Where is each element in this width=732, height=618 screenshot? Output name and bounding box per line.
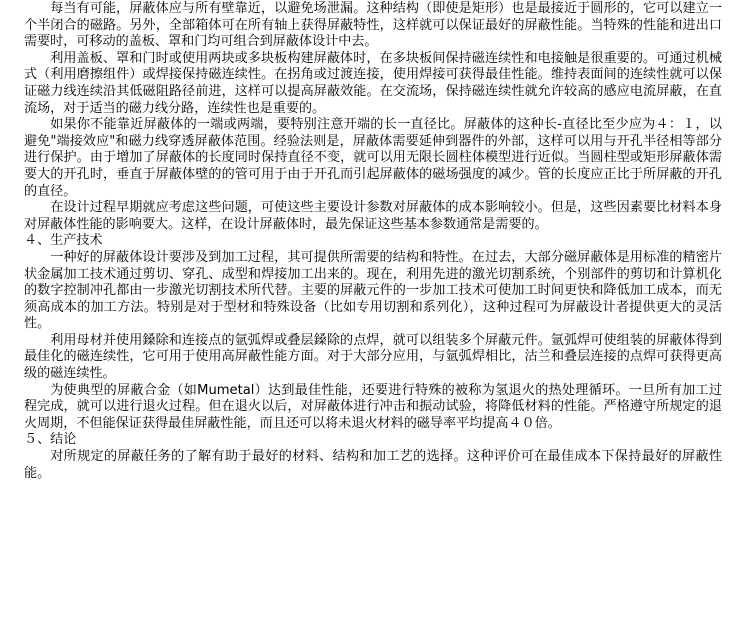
paragraph-magnetic-continuity: 利用盖板、罩和门时或使用两块或多块板构建屏蔽体时，在多块板间保持磁连续性和电接触是很重要的。可通过机械式（利用磨擦组件）或焊接保持磁连续性。在拐角或过渡连接，使用焊接可获得最佳性能。维持表面间的连续性就可以保证磁力线连续沿其低磁阻路径前进，这样可以提高屏蔽效能。在交流场，保持磁连续性就允许较高的感应电流屏蔽，在直流场，对于适当的磁力线分路，连续性也是重要的。 xyxy=(24,50,722,116)
paragraph-enclosure-design: 每当有可能，屏蔽体应与所有壁靠近，以避免场泄漏。这种结构（即使是矩形）也是最接近于圆形的，它可以建立一个半闭合的磁路。另外，全部箱体可在所有轴上获得屏蔽特性，这样就可以保证最好的屏蔽性能。当特殊的性能和进出口需要时，可移动的盖板、罩和门均可组合到屏蔽体设计中去。 xyxy=(24,1,722,50)
paragraph-length-diameter-ratio: 如果你不能靠近屏蔽体的一端或两端，要特别注意开端的长一直径比。屏蔽体的这种长-直径比至少应为４：１，以避免"端接效应"和磁力线穿透屏蔽体范围。经验法则是，屏蔽体需要延伸到器件的外部，这样可以用与开孔半径相等部分进行保护。由于增加了屏蔽体的长度同时保持直径不变，就可以用无限长圆柱体模型进行近似。当圆柱型或矩形屏蔽体需要大的开孔时，垂直于屏蔽体壁的的管可用于由于开孔而引起屏蔽体的磁场强度的减少。管的长度应正比于所屏蔽的开孔的直径。 xyxy=(24,117,722,199)
section-heading-production: ４、生产技术 xyxy=(24,233,103,249)
paragraph-fabrication: 一种好的屏蔽体设计要涉及到加工过程，其可提供所需要的结构和特性。在过去，大部分磁屏蔽体是用标准的精密片状金属加工技术通过剪切、穿孔、成型和焊接加工出来的。现在，利用先进的激光切割系统，个别部件的剪切和计算机化的数字控制冲孔都由一步激光切割技术所代替。主要的屏蔽元件的一步加工技术可使加工时间更快和降低加工成本，而无须高成本的加工方法。特别是对于型材和特殊设备（比如专用切割和系列化），这种过程可为屏蔽设计者提供更大的灵活性。 xyxy=(24,249,722,332)
paragraph-early-design: 在设计过程早期就应考虑这些问题，可使这些主要设计参数对屏蔽体的成本影响较小。但是，这些因素要比材料本身对屏蔽体性能的影响要大。这样，在设计屏蔽体时，最先保证这些基本参数通常是需要的。 xyxy=(24,200,722,232)
paragraph-conclusion: 对所规定的屏蔽任务的了解有助于最好的材料、结构和加工艺的选择。这种评价可在最佳成本下保持最好的屏蔽性能。 xyxy=(24,449,722,481)
section-heading-conclusion: ５、结论 xyxy=(24,432,77,448)
paragraph-welding: 利用母材并使用鎟除和连接点的氩弧焊或叠层鎟除的点焊，就可以组装多个屏蔽元件。氩弧焊可使组装的屏蔽体得到最佳化的磁连续性，它可用于使用高屏蔽性能方面。对于大部分应用，与氩弧焊相比，沽兰和叠层连接的点焊可获得更高级的磁连续性。 xyxy=(24,332,722,382)
paragraph-annealing: 为使典型的屏蔽合金（如Mumetal）达到最佳性能，还要进行特殊的被称为氢退火的热处理循环。一旦所有加工过程完成，就可以进行退火过程。但在退火以后，对屏蔽体进行冲击和振动试验，将降低材料的性能。严格遵守所规定的退火周期，不但能保证获得最佳屏蔽性能，而且还可以将未退火材料的磁导率平均提高４０倍。 xyxy=(24,382,722,431)
